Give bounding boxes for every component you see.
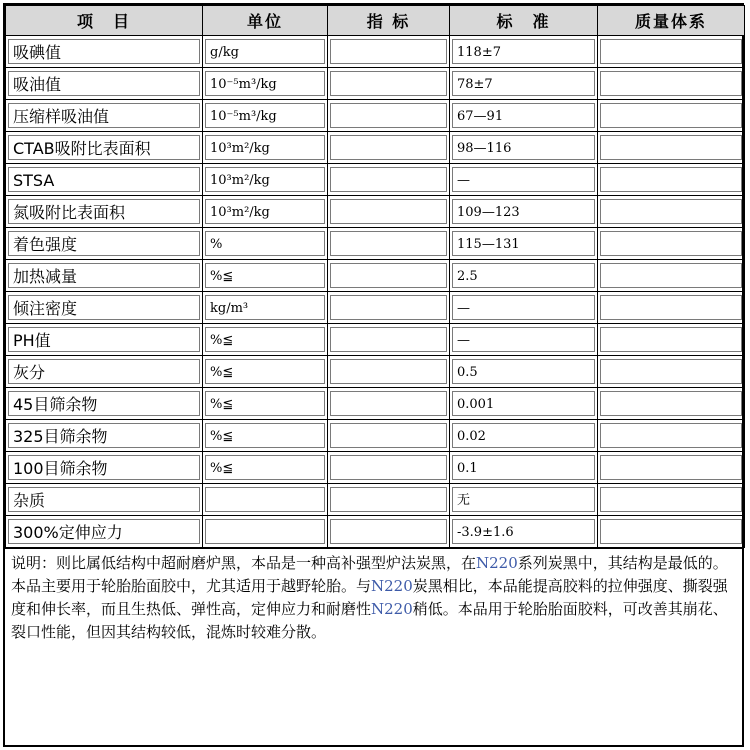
quality-system-cell-value — [600, 199, 742, 224]
quality-system-cell-value — [600, 263, 742, 288]
indicator-cell-value — [330, 519, 447, 544]
indicator-cell-value — [330, 71, 447, 96]
indicator-cell — [328, 516, 450, 548]
unit-cell-value — [205, 519, 325, 544]
unit-cell — [203, 132, 328, 164]
standard-cell — [450, 132, 598, 164]
table-row — [6, 196, 745, 228]
item-name-cell-value: 倾注密度 — [8, 295, 200, 320]
standard-cell-value: 0.001 — [452, 391, 595, 416]
spec-table — [5, 5, 745, 548]
unit-cell — [203, 228, 328, 260]
quality-system-cell-value — [600, 327, 742, 352]
standard-cell-value: 78±7 — [452, 71, 595, 96]
indicator-cell — [328, 196, 450, 228]
unit-cell-value: 10⁻⁵m³/kg — [205, 103, 325, 128]
note-model-2: N220 — [371, 577, 413, 595]
unit-cell-value: %≦ — [205, 423, 325, 448]
item-name-cell — [6, 100, 203, 132]
item-name-cell-value: 吸碘值 — [8, 39, 200, 64]
table-row — [6, 260, 745, 292]
item-name-cell-value: 着色强度 — [8, 231, 200, 256]
standard-cell-value: — — [452, 327, 595, 352]
quality-system-cell — [598, 196, 745, 228]
item-name-cell — [6, 164, 203, 196]
item-name-cell — [6, 356, 203, 388]
indicator-cell-value — [330, 327, 447, 352]
note-text-1: 说明：则比属低结构中超耐磨炉黑，本品是一种高补强型炉法炭黑，在 — [11, 554, 477, 572]
unit-cell — [203, 324, 328, 356]
indicator-cell — [328, 68, 450, 100]
header-quality-system: 质量体系 — [598, 6, 745, 36]
unit-cell-value: %≦ — [205, 327, 325, 352]
header-item: 项 目 — [6, 6, 203, 36]
standard-cell — [450, 324, 598, 356]
quality-system-cell — [598, 132, 745, 164]
table-row — [6, 132, 745, 164]
standard-cell — [450, 388, 598, 420]
standard-cell — [450, 164, 598, 196]
unit-cell-value: 10³m²/kg — [205, 199, 325, 224]
unit-cell-value: %≦ — [205, 263, 325, 288]
note-text-4: 稍低。本品用于轮胎胎面胶料，可改善其崩花、裂口性能，但因其结构较低，混炼时较难分散。 — [11, 600, 728, 641]
item-name-cell — [6, 132, 203, 164]
unit-cell-value — [205, 487, 325, 512]
item-name-cell — [6, 196, 203, 228]
unit-cell-value: %≦ — [205, 391, 325, 416]
item-name-cell — [6, 452, 203, 484]
indicator-cell — [328, 228, 450, 260]
indicator-cell-value — [330, 263, 447, 288]
unit-cell — [203, 164, 328, 196]
item-name-cell-value: 加热减量 — [8, 263, 200, 288]
header-row — [6, 6, 745, 36]
quality-system-cell-value — [600, 423, 742, 448]
item-name-cell-value: 杂质 — [8, 487, 200, 512]
indicator-cell — [328, 452, 450, 484]
unit-cell — [203, 100, 328, 132]
item-name-cell — [6, 228, 203, 260]
quality-system-cell — [598, 100, 745, 132]
table-row — [6, 484, 745, 516]
item-name-cell-value: PH值 — [8, 327, 200, 352]
unit-cell-value: 10⁻⁵m³/kg — [205, 71, 325, 96]
indicator-cell — [328, 388, 450, 420]
standard-cell — [450, 356, 598, 388]
standard-cell-value: 118±7 — [452, 39, 595, 64]
unit-cell — [203, 260, 328, 292]
item-name-cell — [6, 36, 203, 68]
unit-cell — [203, 388, 328, 420]
header-unit: 单位 — [203, 6, 328, 36]
header-indicator: 指 标 — [328, 6, 450, 36]
quality-system-cell — [598, 36, 745, 68]
note-text-3: 炭黑相比，本品能提高胶料的拉伸强度、撕裂强度和伸长率，而且生热低、弹性高，定伸应力和耐磨性 — [11, 577, 728, 618]
table-row — [6, 68, 745, 100]
quality-system-cell-value — [600, 135, 742, 160]
quality-system-cell — [598, 484, 745, 516]
item-name-cell-value: 45目筛余物 — [8, 391, 200, 416]
item-name-cell — [6, 484, 203, 516]
table-row — [6, 452, 745, 484]
standard-cell-value: 98—116 — [452, 135, 595, 160]
table-row — [6, 164, 745, 196]
header-standard: 标 准 — [450, 6, 598, 36]
indicator-cell-value — [330, 135, 447, 160]
quality-system-cell-value — [600, 487, 742, 512]
item-name-cell — [6, 420, 203, 452]
indicator-cell-value — [330, 391, 447, 416]
indicator-cell-value — [330, 423, 447, 448]
indicator-cell-value — [330, 359, 447, 384]
table-row — [6, 100, 745, 132]
standard-cell — [450, 260, 598, 292]
table-row — [6, 388, 745, 420]
quality-system-cell-value — [600, 519, 742, 544]
indicator-cell-value — [330, 231, 447, 256]
standard-cell-value: 无 — [452, 487, 595, 512]
quality-system-cell-value — [600, 39, 742, 64]
indicator-cell-value — [330, 199, 447, 224]
standard-cell — [450, 196, 598, 228]
item-name-cell — [6, 516, 203, 548]
indicator-cell — [328, 36, 450, 68]
unit-cell-value: kg/m³ — [205, 295, 325, 320]
unit-cell — [203, 196, 328, 228]
quality-system-cell-value — [600, 103, 742, 128]
unit-cell — [203, 292, 328, 324]
table-row — [6, 420, 745, 452]
note-model-1: N220 — [476, 554, 518, 572]
indicator-cell — [328, 260, 450, 292]
indicator-cell-value — [330, 103, 447, 128]
indicator-cell-value — [330, 487, 447, 512]
item-name-cell-value: 灰分 — [8, 359, 200, 384]
quality-system-cell — [598, 228, 745, 260]
unit-cell-value: %≦ — [205, 359, 325, 384]
table-row — [6, 292, 745, 324]
indicator-cell-value — [330, 167, 447, 192]
quality-system-cell — [598, 388, 745, 420]
item-name-cell-value: 压缩样吸油值 — [8, 103, 200, 128]
table-row — [6, 516, 745, 548]
standard-cell-value: 0.02 — [452, 423, 595, 448]
item-name-cell — [6, 292, 203, 324]
quality-system-cell — [598, 292, 745, 324]
item-name-cell — [6, 388, 203, 420]
item-name-cell — [6, 68, 203, 100]
quality-system-cell-value — [600, 359, 742, 384]
note-text-2: 系列炭黑中，其结构是最低的。本品主要用于轮胎胎面胶中，尤其适用于越野轮胎。与 — [11, 554, 728, 595]
item-name-cell-value: 300%定伸应力 — [8, 519, 200, 544]
item-name-cell-value: CTAB吸附比表面积 — [8, 135, 200, 160]
indicator-cell — [328, 132, 450, 164]
table-body — [6, 36, 745, 548]
unit-cell-value: % — [205, 231, 325, 256]
quality-system-cell-value — [600, 455, 742, 480]
quality-system-cell-value — [600, 391, 742, 416]
unit-cell-value: 10³m²/kg — [205, 167, 325, 192]
table-row — [6, 36, 745, 68]
indicator-cell — [328, 324, 450, 356]
standard-cell-value: 0.5 — [452, 359, 595, 384]
indicator-cell — [328, 484, 450, 516]
indicator-cell — [328, 292, 450, 324]
standard-cell-value: 67—91 — [452, 103, 595, 128]
item-name-cell-value: 100目筛余物 — [8, 455, 200, 480]
quality-system-cell — [598, 260, 745, 292]
unit-cell — [203, 68, 328, 100]
unit-cell — [203, 36, 328, 68]
standard-cell — [450, 452, 598, 484]
unit-cell-value: %≦ — [205, 455, 325, 480]
unit-cell-value: 10³m²/kg — [205, 135, 325, 160]
quality-system-cell — [598, 356, 745, 388]
standard-cell — [450, 484, 598, 516]
quality-system-cell-value — [600, 71, 742, 96]
quality-system-cell — [598, 164, 745, 196]
indicator-cell — [328, 164, 450, 196]
indicator-cell — [328, 420, 450, 452]
table-row — [6, 324, 745, 356]
quality-system-cell — [598, 68, 745, 100]
standard-cell-value: 109—123 — [452, 199, 595, 224]
unit-cell — [203, 516, 328, 548]
standard-cell-value: 0.1 — [452, 455, 595, 480]
unit-cell — [203, 484, 328, 516]
item-name-cell-value: STSA — [8, 167, 200, 192]
standard-cell-value: — — [452, 167, 595, 192]
standard-cell — [450, 516, 598, 548]
indicator-cell — [328, 356, 450, 388]
unit-cell — [203, 356, 328, 388]
unit-cell — [203, 420, 328, 452]
table-row — [6, 356, 745, 388]
standard-cell — [450, 68, 598, 100]
quality-system-cell-value — [600, 231, 742, 256]
note-model-3: N220 — [371, 600, 413, 618]
unit-cell — [203, 452, 328, 484]
spec-sheet — [3, 3, 744, 747]
quality-system-cell — [598, 452, 745, 484]
standard-cell — [450, 292, 598, 324]
quality-system-cell — [598, 420, 745, 452]
description-note — [5, 548, 742, 744]
standard-cell-value: 115—131 — [452, 231, 595, 256]
standard-cell — [450, 420, 598, 452]
item-name-cell-value: 氮吸附比表面积 — [8, 199, 200, 224]
standard-cell — [450, 36, 598, 68]
quality-system-cell — [598, 516, 745, 548]
item-name-cell-value: 325目筛余物 — [8, 423, 200, 448]
item-name-cell-value: 吸油值 — [8, 71, 200, 96]
item-name-cell — [6, 260, 203, 292]
standard-cell-value: -3.9±1.6 — [452, 519, 595, 544]
standard-cell-value: 2.5 — [452, 263, 595, 288]
standard-cell-value: — — [452, 295, 595, 320]
standard-cell — [450, 100, 598, 132]
indicator-cell-value — [330, 295, 447, 320]
table-row — [6, 228, 745, 260]
quality-system-cell-value — [600, 295, 742, 320]
unit-cell-value: g/kg — [205, 39, 325, 64]
indicator-cell-value — [330, 455, 447, 480]
quality-system-cell-value — [600, 167, 742, 192]
quality-system-cell — [598, 324, 745, 356]
item-name-cell — [6, 324, 203, 356]
standard-cell — [450, 228, 598, 260]
indicator-cell — [328, 100, 450, 132]
indicator-cell-value — [330, 39, 447, 64]
